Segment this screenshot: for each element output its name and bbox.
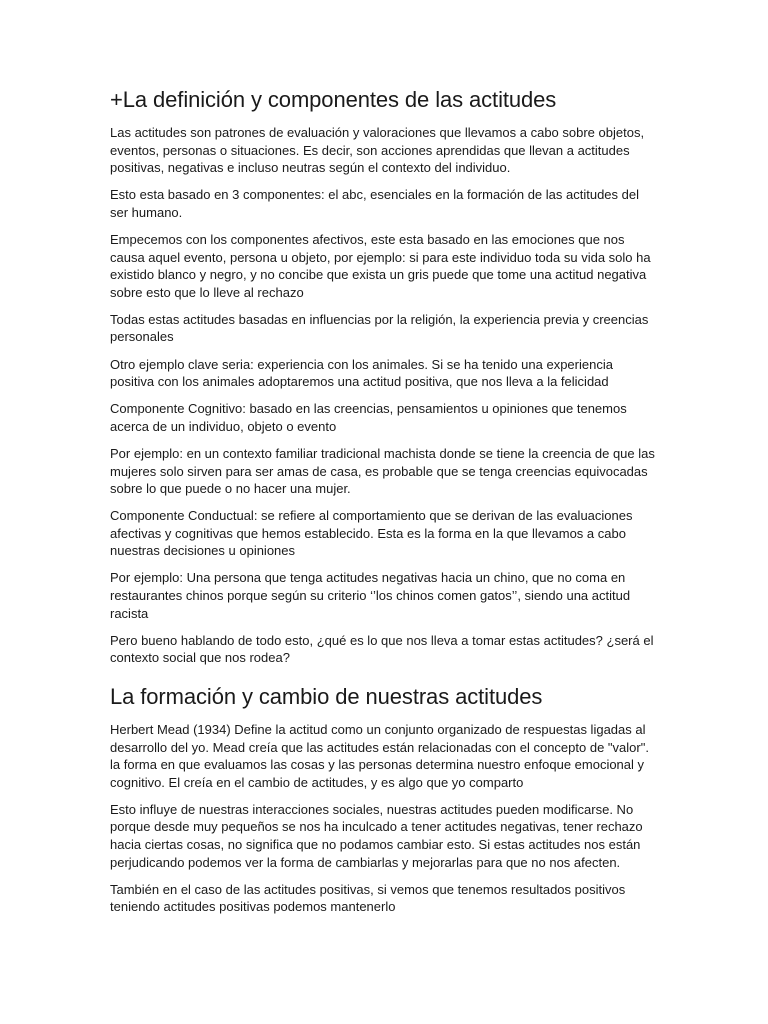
paragraph: Componente Conductual: se refiere al comportamiento que se derivan de las evaluaciones afectivas y cognitivas que hemos establecido. Esta es la forma en la que llevamos a cabo nuestras decisiones u opiniones [110, 508, 633, 559]
paragraph: Esto esta basado en 3 componentes: el abc, esenciales en la formación de las actitudes del ser humano. [110, 187, 639, 220]
paragraph: Todas estas actitudes basadas en influencias por la religión, la experiencia previa y creencias personales [110, 311, 649, 345]
paragraph: Otro ejemplo clave seria: experiencia con los animales. Si se ha tenido una experiencia positiva con los animales adoptaremos una actitud positiva, que nos lleva a la felicidad [110, 356, 613, 390]
section-heading-formacion: La formación y cambio de nuestras actitudes [110, 683, 543, 709]
paragraph: Herbert Mead (1934) Define la actitud como un conjunto organizado de respuestas ligadas al desarrollo del yo. Mead creía que las actitudes están relacionadas con el concepto de "valor". la forma en que evaluamos las cosas y las personas determina nuestro enfoque emocional y cognitivo. El creía en el cambio de actitudes, y es algo que yo comparto [110, 721, 649, 790]
paragraph: Empecemos con los componentes afectivos, este esta basado en las emociones que nos causa aquel evento, persona u objeto, por ejemplo: si para este individuo toda su vida solo ha existido blanco y negro, y no concibe que exista un gris puede que tome una actitud negativa sobre esto que lo lleve al rechazo [110, 231, 651, 300]
paragraph: Por ejemplo: Una persona que tenga actitudes negativas hacia un chino, que no coma en restaurantes chinos porque según su criterio ‘’los chinos comen gatos’’, siendo una actitud racista [110, 570, 631, 621]
paragraph: Componente Cognitivo: basado en las creencias, pensamientos u opiniones que tenemos acerca de un individuo, objeto o evento [110, 401, 627, 434]
section-heading-definicion: +La definición y componentes de las actitudes [110, 87, 557, 112]
paragraph: Las actitudes son patrones de evaluación y valoraciones que llevamos a cabo sobre objetos, eventos, personas o situaciones. Es decir, son acciones aprendidas que llevan a actitudes positivas, negativas e incluso neutras según el contexto del individuo. [110, 125, 645, 176]
paragraph: También en el caso de las actitudes positivas, si vemos que tenemos resultados positivos teniendo actitudes positivas podemos mantenerlo [110, 881, 626, 915]
paragraph: Pero bueno hablando de todo esto, ¿qué es lo que nos lleva a tomar estas actitudes? ¿será el contexto social que nos rodea? [110, 632, 654, 666]
document-page [110, 86, 658, 925]
paragraph: Por ejemplo: en un contexto familiar tradicional machista donde se tiene la creencia de que las mujeres solo sirven para ser amas de casa, es probable que se tenga creencias equivocadas sobre lo que puede o no hacer una mujer. [110, 445, 655, 497]
paragraph: Esto influye de nuestras interacciones sociales, nuestras actitudes pueden modificarse. No porque desde muy pequeños se nos ha inculcado a tener actitudes negativas, tener rechazo hacia ciertas cosas, no significa que no podamos cambiar esto. Si estas actitudes nos están perjudicando podemos ver la forma de cambiarlas y mejorarlas para que no nos afecten. [110, 801, 643, 870]
